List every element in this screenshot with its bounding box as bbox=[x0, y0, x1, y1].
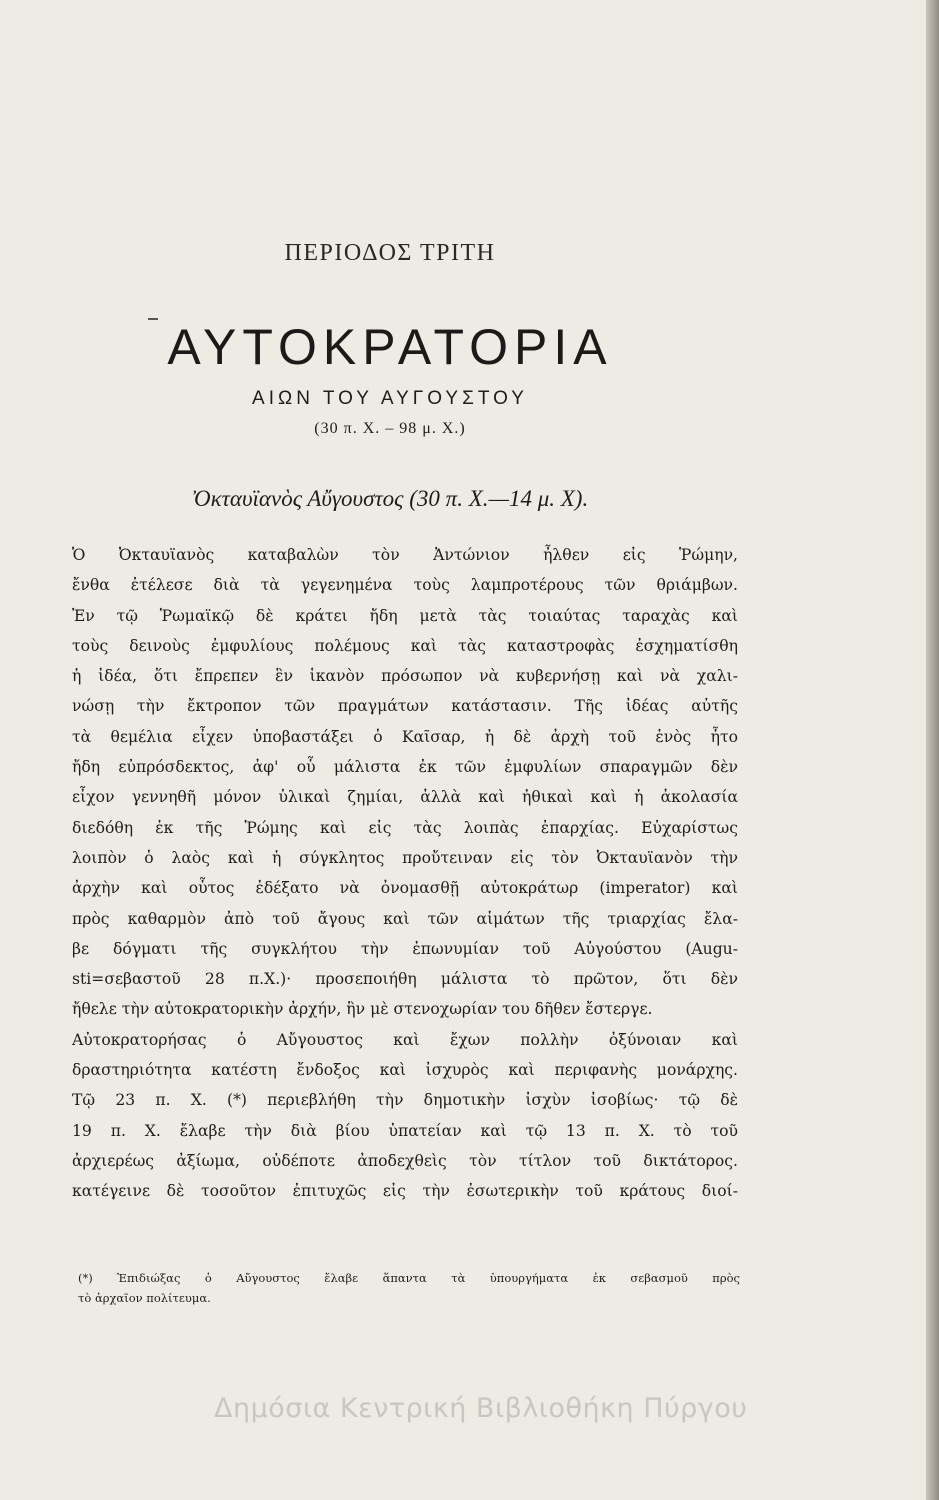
book-edge bbox=[926, 0, 939, 1500]
text-line: βε δόγματι τῆς συγκλήτου τὴν ἐπωνυμίαν τοῦ Αὐγούστου (Augu- bbox=[72, 939, 738, 958]
text-line: Αὐτοκρατορήσας ὁ Αὔγουστος καὶ ἔχων πολλὴν ὀξύνοιαν καὶ bbox=[72, 1030, 738, 1049]
text-line: ἤθελε τὴν αὐτοκρατορικὴν ἀρχήν, ἣν μὲ στενοχωρίαν του δῆθεν ἔστεργε. bbox=[72, 1000, 653, 1019]
text-line: Ἐν τῷ Ῥωμαϊκῷ δὲ κράτει ἤδη μετὰ τὰς τοιαύτας ταραχὰς καὶ bbox=[72, 606, 738, 625]
text-line: τοὺς δεινοὺς ἐμφυλίους πολέμους καὶ τὰς καταστροφὰς ἐσχηματίσθη bbox=[72, 636, 738, 655]
footnote-line: (*) Ἐπιδιώξας ὁ Αὔγουστος ἔλαβε ἅπαντα τὰ ὑπουργήματα ἐκ σεβασμοῦ πρὸς bbox=[78, 1271, 740, 1285]
chapter-title: ΑΥΤΟΚΡΑΤΟΡΙΑ bbox=[167, 319, 613, 375]
text-line: δραστηριότητα κατέστη ἔνδοξος καὶ ἰσχυρὸς καὶ περιφανὴς μονάρχης. bbox=[72, 1061, 738, 1080]
text-line: ἔνθα ἐτέλεσε διὰ τὰ γεγενημένα τοὺς λαμπροτέρους τῶν θριάμβων. bbox=[72, 576, 738, 595]
text-line: διεδόθη ἐκ τῆς Ῥώμης καὶ εἰς τὰς λοιπὰς ἐπαρχίας. Εὐχαρίστως bbox=[72, 818, 738, 837]
text-line: Ὁ Ὀκταυϊανὸς καταβαλὼν τὸν Ἀντώνιον ἦλθεν εἰς Ῥώμην, bbox=[72, 546, 738, 564]
text-line: εἶχον γεννηθῆ μόνον ὑλικαὶ ζημίαι, ἀλλὰ καὶ ἠθικαὶ καὶ ἡ ἀκολασία bbox=[72, 788, 738, 807]
text-line: ἀρχιερέως ἀξίωμα, οὐδέποτε ἀποδεχθεὶς τὸν τίτλον τοῦ δικτάτορος. bbox=[72, 1151, 738, 1170]
text-line: λοιπὸν ὁ λαὸς καὶ ἡ σύγκλητος προὔτειναν εἰς τὸν Ὀκταυϊανὸν τὴν bbox=[72, 848, 738, 867]
text-line: κατέγεινε δὲ τοσοῦτον ἐπιτυχῶς εἰς τὴν ἐσωτερικὴν τοῦ κράτους διοί- bbox=[72, 1182, 738, 1201]
text-line: ἀρχὴν καὶ οὗτος ἐδέξατο νὰ ὀνομασθῇ αὐτοκράτωρ (imperator) καὶ bbox=[72, 879, 738, 898]
text-line: πρὸς καθαρμὸν ἀπὸ τοῦ ἄγους καὶ τῶν αἱμάτων τῆς τριαρχίας ἔλα- bbox=[72, 909, 738, 928]
chapter-dates: (30 π. Χ. – 98 μ. Χ.) bbox=[314, 420, 466, 437]
text-line: ἤδη εὐπρόσδεκτος, ἀφ' οὗ μάλιστα ἐκ τῶν ἐμφυλίων σπαραγμῶν δὲν bbox=[72, 758, 738, 777]
text-line: sti=σεβαστοῦ 28 π.Χ.)· προσεποιήθη μάλιστα τὸ πρῶτον, ὅτι δὲν bbox=[72, 970, 738, 989]
body-text bbox=[72, 540, 738, 1207]
footnote bbox=[78, 1268, 740, 1308]
text-line: ἡ ἰδέα, ὅτι ἔπρεπεν ἓν ἱκανὸν πρόσωπον νὰ κυβερνήσῃ καὶ νὰ χαλι- bbox=[72, 667, 738, 686]
footnote-line: τὸ ἀρχαῖον πολίτευμα. bbox=[78, 1291, 211, 1305]
text-line: Τῷ 23 π. Χ. (*) περιεβλήθη τὴν δημοτικὴν ἰσχὺν ἰσοβίως· τῷ δὲ bbox=[72, 1091, 738, 1110]
period-heading: ΠΕΡΙΟΔΟΣ ΤΡΙΤΗ bbox=[284, 240, 496, 266]
text-line: 19 π. Χ. ἔλαβε τὴν διὰ βίου ὑπατείαν καὶ τῷ 13 π. Χ. τὸ τοῦ bbox=[72, 1121, 738, 1140]
chapter-subtitle: ΑΙΩΝ ΤΟΥ ΑΥΓΟΥΣΤΟΥ bbox=[252, 388, 528, 409]
text-line: τὰ θεμέλια εἶχεν ὑποβαστάξει ὁ Καῖσαρ, ἡ δὲ ἀρχὴ τοῦ ἑνὸς ἦτο bbox=[72, 727, 738, 746]
section-heading: Ὀκταυϊανὸς Αὔγουστος (30 π. Χ.—14 μ. Χ). bbox=[191, 486, 589, 511]
library-watermark: Δημόσια Κεντρική Βιβλιοθήκη Πύργου bbox=[214, 1393, 748, 1424]
text-line: νώσῃ τὴν ἔκτροπον τῶν πραγμάτων κατάστασιν. Τῆς ἰδέας αὐτῆς bbox=[72, 697, 738, 716]
